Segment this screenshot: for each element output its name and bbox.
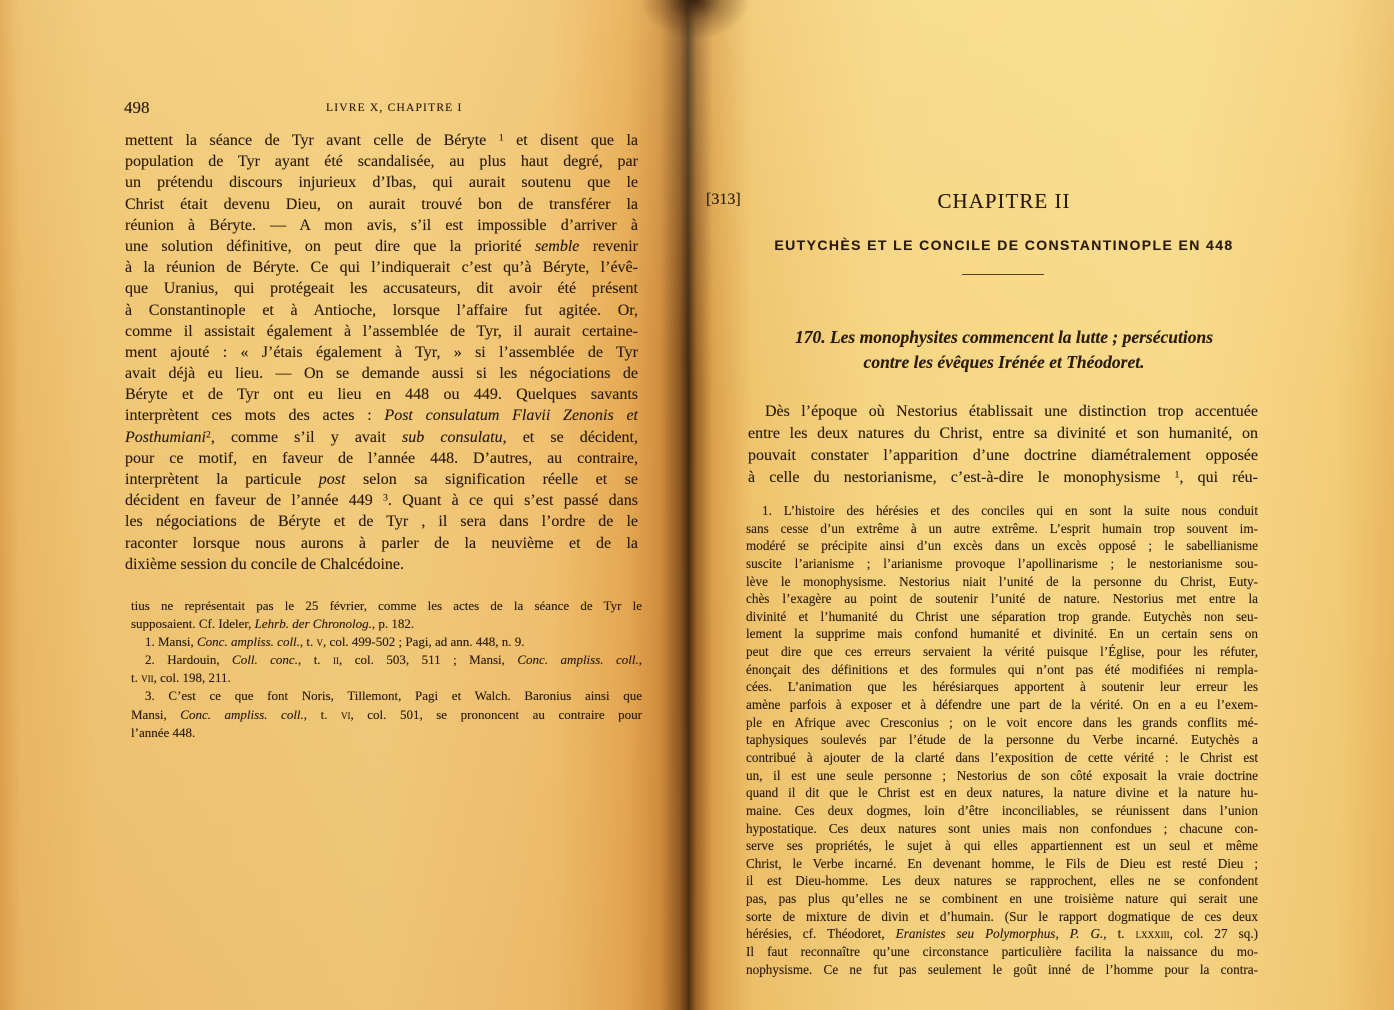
body-line: population de Tyr ayant été scandalisée, au plus haut degré, par [125,153,638,171]
body-line: à celle du nestorianisme, c’est-à-dire le monophysisme $^1$, qui réu- [748,469,1258,486]
body-line: Christ était devenu Dieu, on aurait trouvé bon de transférer la [125,195,638,213]
italic-text: post [318,471,346,488]
margin-page-reference: [313] [706,191,741,208]
footnote-line: 1. Mansi, Conc. ampliss. coll., t. v, col. 499-502 ; Pagi, ad ann. 448, n. 9. [145,634,525,650]
section-heading-line: 170. Les monophysites commencent la lutte ; persécutions [794,327,1214,347]
footnote-line: t. vii, col. 198, 211. [131,670,231,686]
footnote-line: énonçait des définitions et des formules qui n’ont pas été modifiées ni rempla- [746,661,1258,677]
body-line: à la réunion de Béryte. Ce qui l’indiquerait c’est qu’à Béryte, l’évê- [125,259,638,277]
section-heading-line: contre les évêques Irénée et Théodoret. [863,352,1145,372]
body-line: les négociations de Béryte et de Tyr , il sera dans l’ordre de le [125,513,638,531]
footnote [131,633,642,651]
footnote-line: serve ses propriétés, le sujet à qui elles appartiennent est un seul et même [746,838,1258,854]
body-line: réunion à Béryte. — A mon avis, s’il est impossible d’arriver à [125,216,638,234]
body-line: pour ce motif, en faveur de l’année 448. D’autres, au contraire, [125,449,638,467]
italic-text: Conc. ampliss. coll. [197,634,300,650]
page-number: 498 [124,98,150,117]
body-line: que Uranius, qui protégeait les accusateurs, dit avoir été présent [125,280,638,298]
right-body-text [748,401,1258,489]
footnote-ref: 1 [1174,469,1180,481]
footnote [746,502,1258,978]
italic-text: Conc. ampliss. coll. [180,706,304,722]
footnote-line: Mansi, Conc. ampliss. coll., t. vi, col. 501, se prononcent au contraire pour [131,706,643,722]
body-line: Dès l’époque où Nestorius établissait une distinction trop accentuée [765,403,1258,420]
footnote-line: tius ne représentait pas le 25 février, comme les actes de la séance de Tyr le [131,598,642,613]
small-caps-text: vii [141,670,154,686]
paragraph [125,130,638,575]
footnote-line: contribué à ajouter de la clarté dans l’exposition de cette vérité : le Christ est [746,749,1258,765]
body-line: raconter lorsque nous aurons à parler de la neuvième et de la [125,534,638,552]
title-rule [962,274,1044,275]
right-footnotes [746,502,1258,978]
body-line: comme il assistait également à l’assemblée de Tyr, il aurait certaine- [125,322,638,340]
footnote-line: il est Dieu-homme. Les deux natures se rapprochent, elles ne se confondent [746,873,1258,889]
right-page [688,0,1394,1010]
footnote-line: un, il est une seule personne ; Nestorius de son côté exposait la vraie doctrine [746,767,1258,783]
body-line: dixième session du concile de Chalcédoine. [125,555,405,573]
body-line: Béryte et de Tyr ont eu lieu en 448 ou 449. Quelques savants [125,386,638,404]
section-heading [748,325,1260,375]
footnote-line: hypostatique. Ces deux natures sont unies mais non confondues ; chacune con- [746,820,1258,836]
body-line: interprètent la particule post selon sa signification réelle et se [125,471,639,488]
footnote-line: chès l’exagère au point de soutenir l’unité de nature. Nestorius met entre la [746,591,1258,607]
footnote-line: 3. C’est ce que font Noris, Tillemont, Pagi et Walch. Baronius ainsi que [145,688,642,704]
footnote-line: nophysisme. Ce ne fut pas seulement le goût inné de l’homme pour la contra- [746,961,1258,977]
footnote [131,687,642,741]
footnote-line: hérésies, cf. Théodoret, Eranistes seu Polymorphus, P. G., t. lxxxiii, col. 27 sq.) [746,926,1259,942]
footnote-line: lève le monophysisme. Nestorius niait l’unité de la personne du Christ, Euty- [746,573,1258,589]
body-line: interprètent ces mots des actes : Post consulatum Flavii Zenonis et [125,407,638,425]
footnote-line: pas, pas plus qu’elles ne se combinent en une troisième nature qui serait une [746,891,1258,907]
footnote-line: suscite l’arianisme ; l’arianisme provoque l’apollinarisme ; le nestorianisme sou- [746,555,1258,571]
body-line: entre les deux natures du Christ, entre sa divinité et son humanité, on [748,425,1258,442]
italic-text: Conc. ampliss. coll. [517,652,639,668]
footnote-line: divinité et l’humanité du Christ une séparation trop grande. Eutychès non seu- [746,608,1258,624]
small-caps-text: vi [341,706,351,722]
body-line: décident en faveur de l’année 449 $^3$. Quant à ce qui s’est passé dans [125,492,638,510]
body-line: à Constantinople et à Antioche, lorsque l’affaire fut agitée. Or, [125,301,638,319]
footnote-line: sorte de mixture de divin et d’humain. (Sur le rapport dogmatique de ces deux [746,908,1258,924]
italic-text: Lehrb. der Chronolog. [254,616,372,632]
footnote [131,597,642,633]
gutter-shadow [640,0,750,40]
footnote-line: l’année 448. [131,724,196,740]
footnote-line: taphysiques soulevés par l’étude de la personne du Verbe incarné. Eutychès a [746,732,1258,748]
footnote-line: Christ, le Verbe incarné. En devenant homme, le Fils de Dieu est resté Dieu ; [746,855,1258,871]
body-line: pouvait constater l’apparition d’une doctrine diamétralement opposée [748,447,1258,464]
footnote-line: sans cesse d’un extrême à un autre extrême. L’esprit humain trop souvent im- [746,520,1258,536]
small-caps-text: ii [333,652,340,668]
footnote-ref: 3 [382,492,388,504]
small-caps-text: v [316,634,324,650]
italic-text: sub consulatu [402,428,503,446]
footnote-line: peut dire que ces erreurs servaient la vérité puisque l’Église, pour les réfuter, [746,644,1258,660]
paragraph [748,401,1258,489]
left-footnotes [131,597,642,742]
left-page [0,0,688,1010]
left-body-text [125,130,638,575]
small-caps-text: lxxxiii [1135,926,1170,942]
footnote-line: modéré se précipite ainsi d’un excès dans un excès opposé ; le sabellianisme [746,538,1258,554]
body-line: une solution définitive, on peut dire que la priorité semble revenir [125,237,639,255]
footnote-line: quand il dit que le Christ est en deux natures, la nature divine et la nature hu- [746,785,1258,801]
italic-text: Posthumiani [125,428,206,446]
footnote-line: amène parfois à exposer et à défendre une part de la vérité. On en a eu l’exem- [746,697,1258,713]
footnote-ref: 1 [498,132,504,144]
body-line: ment ajouté : « J’étais également à Tyr, » si l’assemblée de Tyr [125,343,638,361]
footnote-line: 2. Hardouin, Coll. conc., t. ii, col. 503, 511 ; Mansi, Conc. ampliss. coll., [145,652,642,668]
footnote [131,651,642,687]
footnote-line: Il faut reconnaître qu’une circonstance particulière facilita la naissance du mo- [746,944,1258,960]
chapter-title: EUTYCHÈS ET LE CONCILE DE CONSTANTINOPLE EN 448 [774,237,1234,253]
body-line: mettent la séance de Tyr avant celle de Béryte $^1$ et disent que la [125,132,638,149]
body-line: avait déjà eu lieu. — On se demande aussi si les négociations de [125,365,638,383]
italic-text: Eranistes seu Polymorphus, P. G. [895,926,1104,942]
italic-text: Coll. conc. [232,652,298,668]
italic-text: semble [534,237,580,255]
footnote-line: 1. L’histoire des hérésies et des conciles qui en sont la suite nous conduit [762,503,1258,518]
running-head: LIVRE X, CHAPITRE I [326,102,463,114]
footnote-line: cées. L’animation que les hérésiarques apportent à soutenir leur erreur les [746,679,1258,695]
footnote-line: supposaient. Cf. Ideler, Lehrb. der Chronolog., p. 182. [131,616,415,632]
italic-text: Post consulatum Flavii Zenonis et [384,407,638,425]
footnote-ref: 2 [205,429,211,441]
body-line: un prétendu discours injurieux d’Ibas, qui aurait soutenu que le [125,174,638,192]
footnote-line: lement la supprime mais confond humanité et divinité. En un certain sens on [746,626,1258,642]
footnote-line: ple en Afrique avec Cresconius ; on le voit encore dans les grands conflits mé- [746,714,1258,730]
body-line: Posthumiani$^2$, comme s’il y avait sub consulatu, et se décident, [125,428,638,446]
chapter-heading: CHAPITRE II [937,189,1071,213]
footnote-line: maine. Ces deux dogmes, loin d’être inconciliables, se réunissent dans l’union [746,802,1258,818]
